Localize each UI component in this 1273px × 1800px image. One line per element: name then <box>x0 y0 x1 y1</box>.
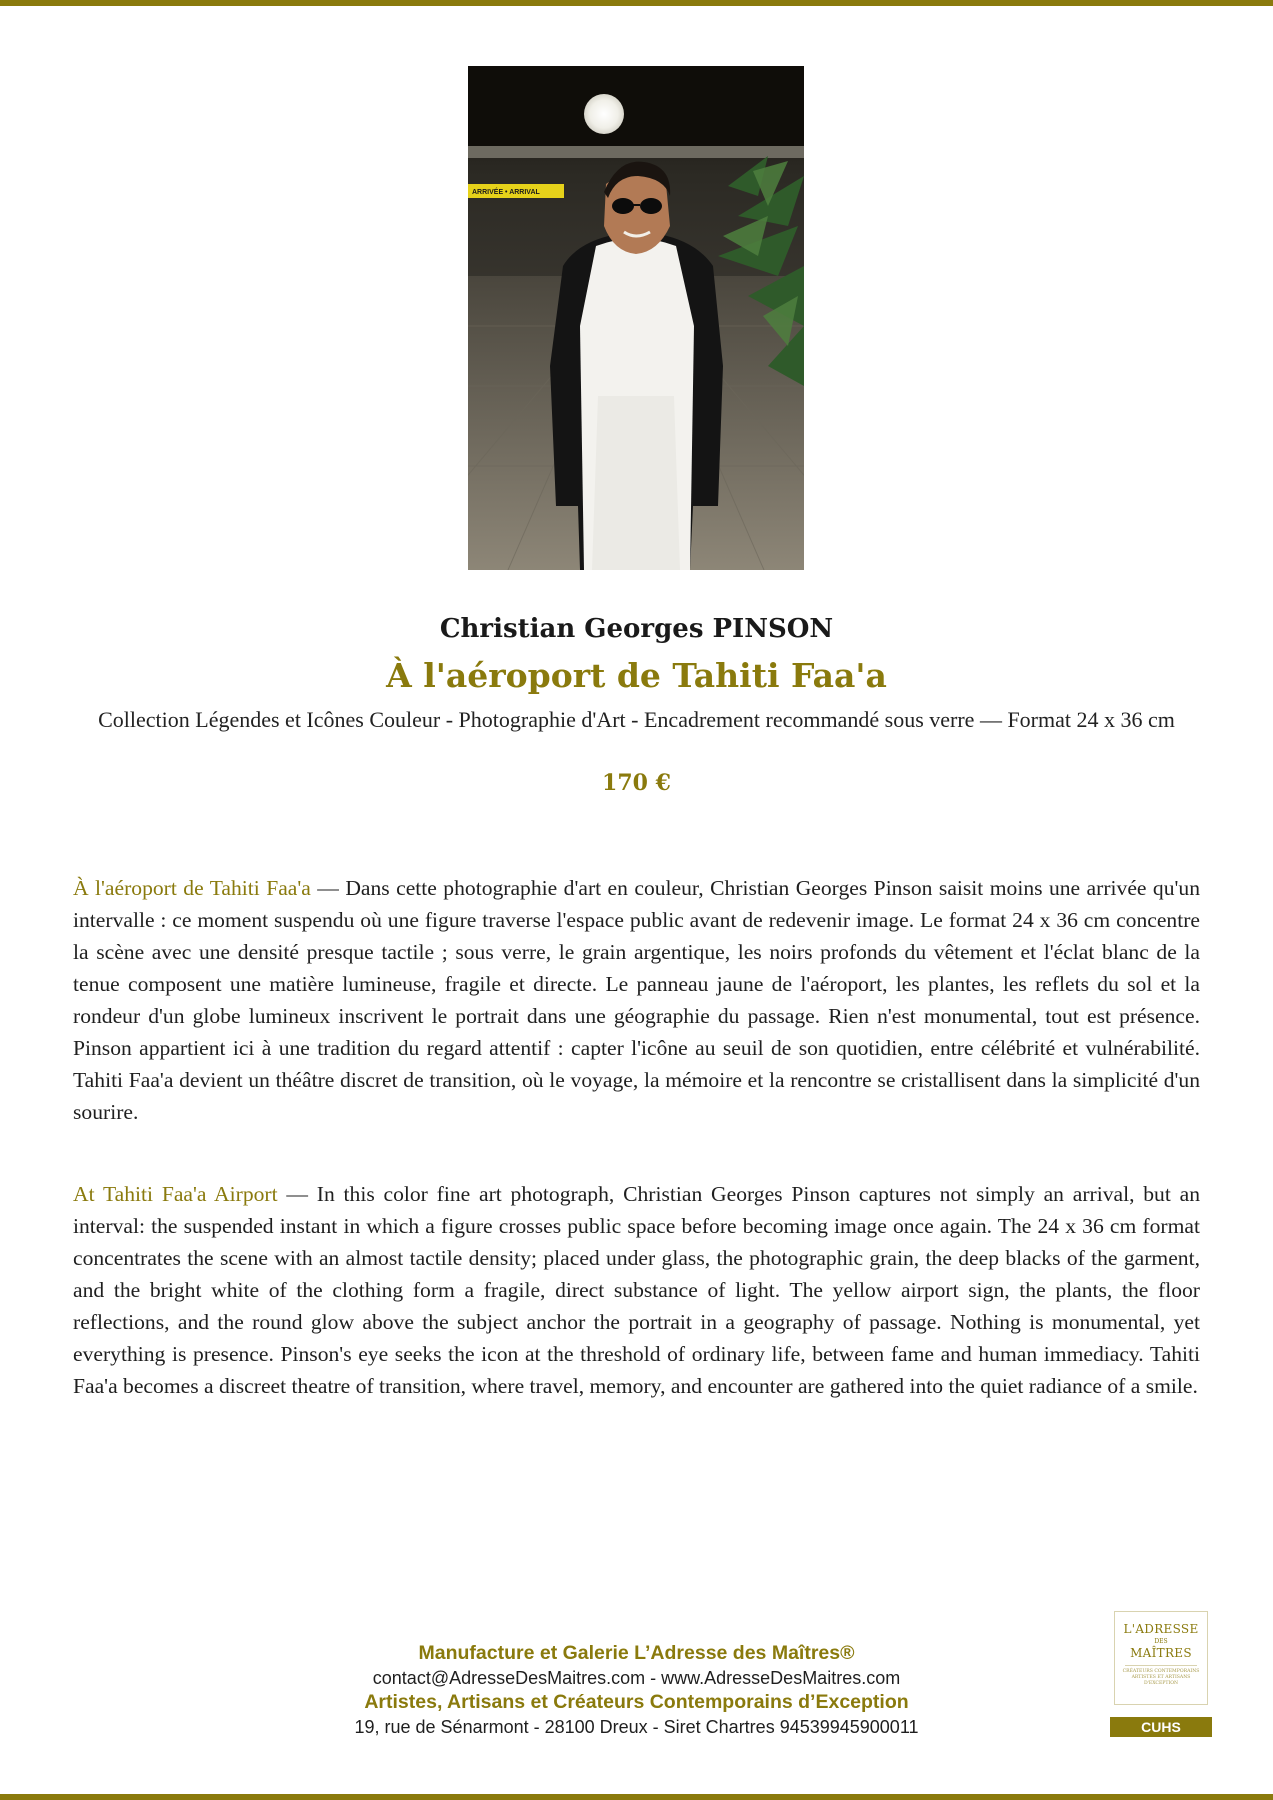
logo-badge: CUHS <box>1110 1717 1212 1737</box>
logo-divider <box>1125 1665 1197 1666</box>
artwork-price: 170 € <box>602 770 671 796</box>
bottom-accent-bar <box>0 1794 1273 1800</box>
artwork-title: À l'aéroport de Tahiti Faa'a <box>386 656 887 695</box>
description-fr-body: — Dans cette photographie d'art en couleur, Christian Georges Pinson saisit moins une arrivée qu'un intervalle : ce moment suspendu où une figure traverse l'espace public avant de redevenir image. Le format 24 x 36 cm concentre la scène avec une densité presque tactile ; sous verre, le grain argentique, les noirs profonds du vêtement et l'éclat blanc de la tenue composent une matière lumineuse, fragile et directe. Le panneau jaune de l'aéroport, les plantes, les reflets du sol et la rondeur d'un globe lumineux inscrivent le portrait dans une géographie du passage. Rien n'est monumental, tout est présence. Pinson appartient ici à une tradition du regard attentif : capter l'icône au seuil de son quotidien, entre célébrité et vulnérabilité. Tahiti Faa'a devient un théâtre discret de transition, où le voyage, la mémoire et la rencontre se cristallisent dans la simplicité d'un sourire. <box>73 876 1200 1124</box>
gallery-logo <box>1114 1611 1208 1705</box>
footer-address: 19, rue de Sénarmont - 28100 Dreux - Siret Chartres 94539945900011 <box>354 1717 919 1737</box>
top-accent-bar <box>0 0 1273 6</box>
logo-line-1: L'ADRESSE <box>1123 1622 1199 1636</box>
logo-line-2: DES <box>1154 1638 1168 1645</box>
logo-line-3: MAÎTRES <box>1130 1646 1192 1660</box>
artwork-subtitle: Collection Légendes et Icônes Couleur - Photographie d'Art - Encadrement recommandé sous verre — Format 24 x 36 cm <box>98 707 1175 732</box>
airport-sign-text: ARRIVÉE • ARRIVAL <box>472 189 540 196</box>
footer <box>280 1641 993 1739</box>
footer-tagline: Artistes, Artisans et Créateurs Contemporains d’Exception <box>364 1691 909 1713</box>
footer-contact: contact@AdresseDesMaitres.com - www.AdresseDesMaitres.com <box>372 1668 901 1688</box>
description-en <box>73 1178 1200 1402</box>
artist-name: Christian Georges PINSON <box>439 614 834 644</box>
artwork-photo <box>468 66 804 570</box>
footer-gallery-name: Manufacture et Galerie L’Adresse des Maîtres® <box>418 1642 855 1664</box>
description-fr <box>73 872 1200 1128</box>
logo-tagline: CRÉATEURS CONTEMPORAINS ARTISTES ET ARTISANS D'EXCEPTION <box>1122 1669 1200 1686</box>
description-en-body: — In this color fine art photograph, Christian Georges Pinson captures not simply an arrival, but an interval: the suspended instant in which a figure crosses public space before becoming image once again. The 24 x 36 cm format concentrates the scene with an almost tactile density; placed under glass, the photographic grain, the deep blacks of the garment, and the bright white of the clothing form a fragile, direct substance of light. The yellow airport sign, the plants, the floor reflections, and the round glow above the subject anchor the portrait in a geography of passage. Nothing is monumental, yet everything is presence. Pinson's eye seeks the icon at the threshold of ordinary life, between fame and human immediacy. Tahiti Faa'a becomes a discreet theatre of transition, where travel, memory, and encounter are gathered into the quiet radiance of a smile. <box>73 1182 1200 1398</box>
description-fr-lead: À l'aéroport de Tahiti Faa'a <box>73 876 311 900</box>
description-en-lead: At Tahiti Faa'a Airport <box>73 1182 278 1206</box>
